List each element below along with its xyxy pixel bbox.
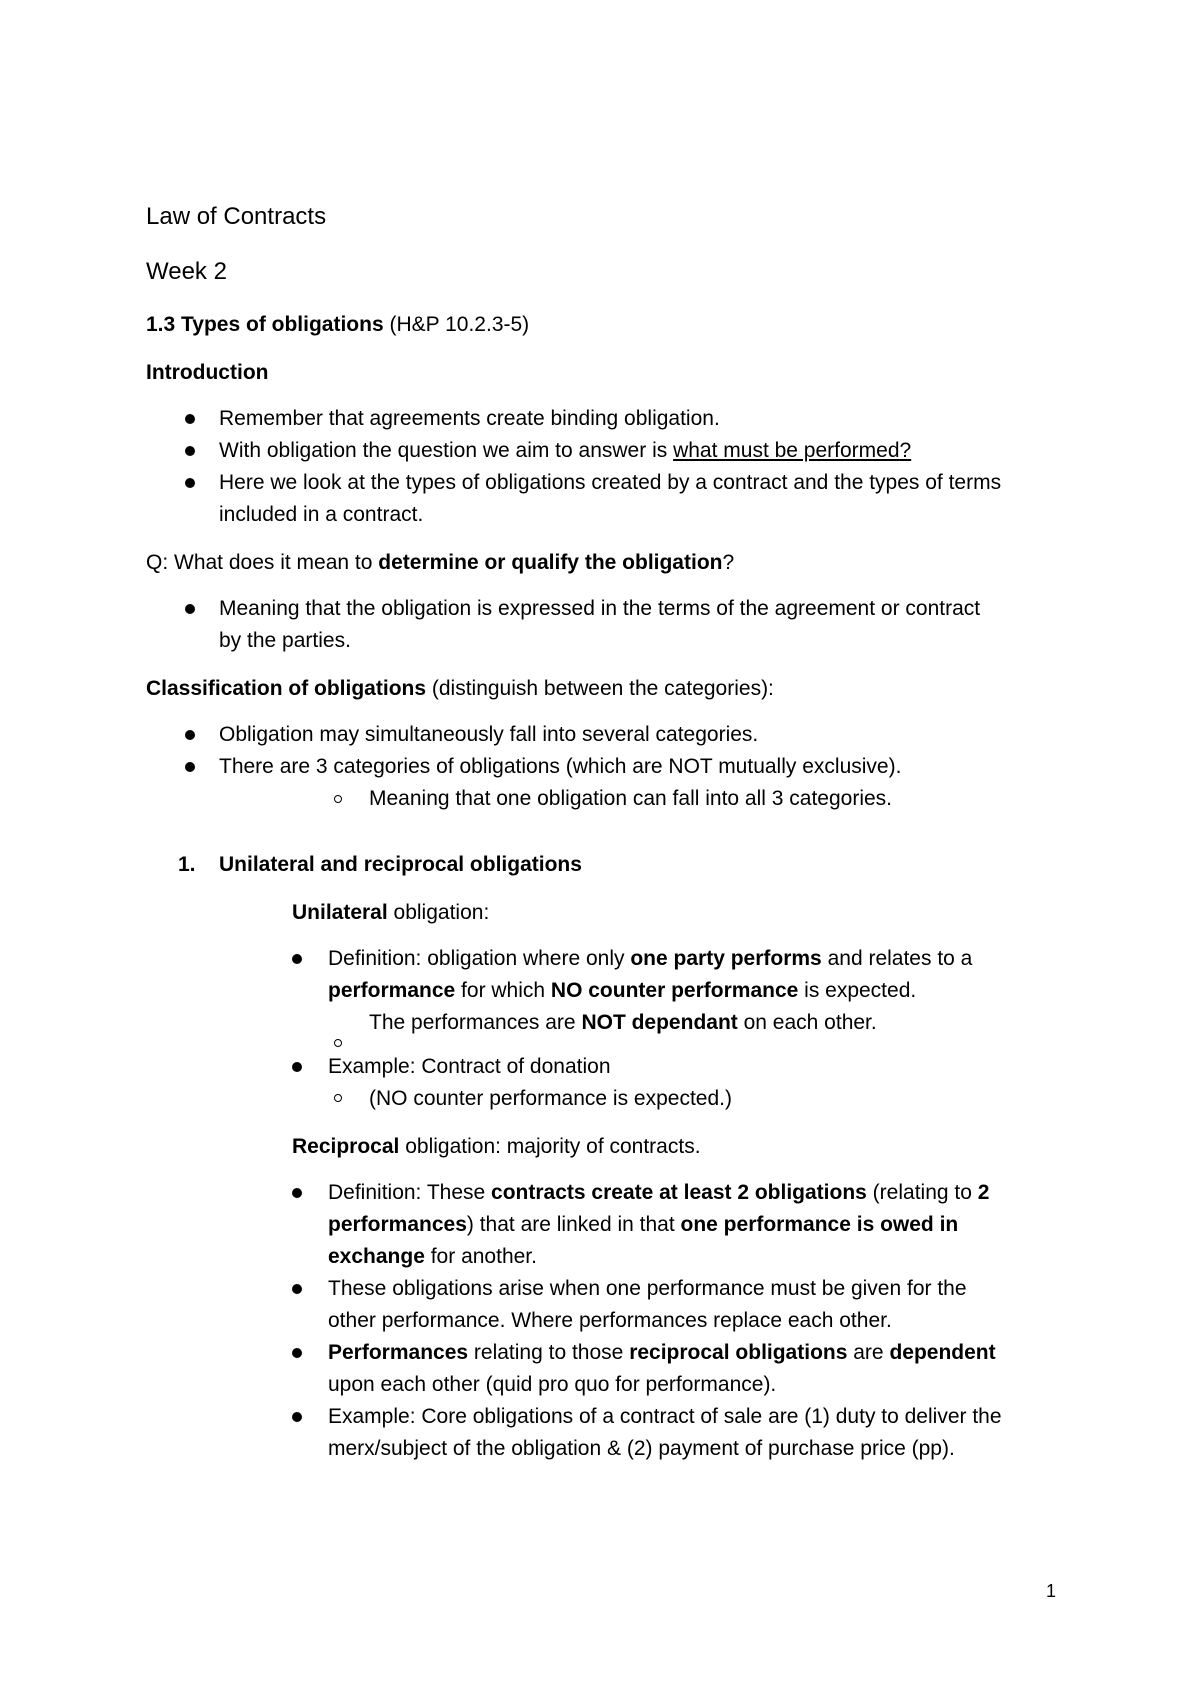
unilateral-label: Unilateral obligation: (292, 901, 490, 924)
bullet-icon (292, 1188, 302, 1198)
reciprocal-example-line-2: merx/subject of the obligation & (2) payment of purchase price (pp). (328, 1437, 955, 1460)
reciprocal-definition-line-3: exchange for another. (328, 1245, 537, 1268)
bullet-icon (292, 1412, 302, 1422)
bullet-icon (292, 1348, 302, 1358)
section-title: Unilateral and reciprocal obligations (219, 853, 582, 876)
week-label: Week 2 (146, 258, 227, 285)
classification-bullet-2: There are 3 categories of obligations (which are NOT mutually exclusive). (219, 755, 902, 778)
answer-line-1: Meaning that the obligation is expressed in the terms of the agreement or contract (219, 597, 981, 620)
document-title: Law of Contracts (146, 203, 327, 230)
bullet-icon (185, 730, 195, 740)
bullet-icon (292, 1062, 302, 1072)
reciprocal-definition-line-2: performances) that are linked in that one performance is owed in (328, 1213, 959, 1236)
reciprocal-definition-line-1: Definition: These contracts create at least 2 obligations (relating to 2 (328, 1181, 990, 1204)
bullet-icon (292, 954, 302, 964)
sub-bullet-icon (334, 1094, 342, 1102)
bullet-icon (185, 414, 195, 424)
sub-bullet-icon (334, 795, 342, 803)
classification-heading: Classification of obligations (distinguish between the categories): (146, 677, 774, 700)
classification-bullet-1: Obligation may simultaneously fall into several categories. (219, 723, 759, 746)
classification-sub-bullet: Meaning that one obligation can fall into all 3 categories. (369, 787, 893, 810)
intro-bullet-3-line-2: included in a contract. (219, 503, 424, 526)
reciprocal-example-line-1: Example: Core obligations of a contract of sale are (1) duty to deliver the (328, 1405, 1002, 1428)
unilateral-definition-line-1: Definition: obligation where only one party performs and relates to a (328, 947, 973, 970)
reciprocal-bullet-3-line-1: Performances relating to those reciprocal obligations are dependent (328, 1341, 996, 1364)
bullet-icon (185, 446, 195, 456)
sub-bullet-icon (334, 1039, 342, 1047)
question-line: Q: What does it mean to determine or qualify the obligation? (146, 551, 735, 574)
bullet-icon (185, 604, 195, 614)
intro-label: Introduction (146, 361, 269, 384)
heading-ref: (H&P 10.2.3-5) (383, 313, 530, 336)
reciprocal-label: Reciprocal obligation: majority of contracts. (292, 1135, 701, 1158)
heading-number: 1.3 Types of obligations (146, 313, 384, 336)
answer-line-2: by the parties. (219, 629, 351, 652)
underlined-question: what must be performed? (673, 439, 912, 462)
reciprocal-bullet-2-line-1: These obligations arise when one performance must be given for the (328, 1277, 967, 1300)
bullet-icon (185, 762, 195, 772)
intro-bullet-1: Remember that agreements create binding obligation. (219, 407, 720, 430)
intro-bullet-2: With obligation the question we aim to answer is what must be performed? (219, 439, 912, 462)
unilateral-sub-bullet-2: (NO counter performance is expected.) (369, 1087, 732, 1110)
bullet-icon (185, 478, 195, 488)
unilateral-definition-line-2: performance for which NO counter performance is expected. (328, 979, 917, 1002)
intro-bullet-3-line-1: Here we look at the types of obligations created by a contract and the types of terms (219, 471, 1002, 494)
unilateral-sub-bullet-1: The performances are NOT dependant on each other. (369, 1011, 877, 1034)
section-number: 1. (178, 853, 196, 876)
reciprocal-bullet-3-line-2: upon each other (quid pro quo for performance). (328, 1373, 777, 1396)
reciprocal-bullet-2-line-2: other performance. Where performances replace each other. (328, 1309, 892, 1332)
page-number: 1 (1046, 1581, 1057, 1601)
bullet-icon (292, 1284, 302, 1294)
unilateral-example: Example: Contract of donation (328, 1055, 611, 1078)
section-heading (146, 309, 529, 341)
